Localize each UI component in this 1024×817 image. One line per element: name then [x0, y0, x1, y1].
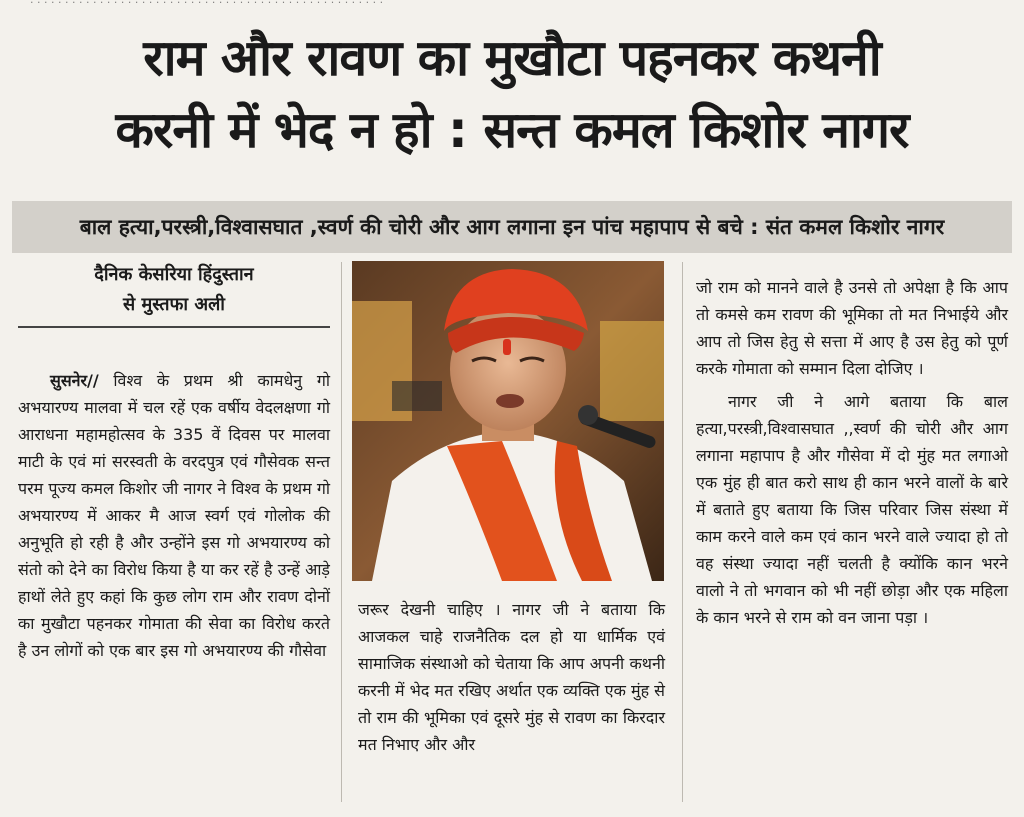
- subheadline: बाल हत्या,परस्त्री,विश्वासघात ,स्वर्ण की चोरी और आग लगाना इन पांच महापाप से बचे : संत कमल किशोर नागर: [12, 201, 1012, 253]
- article-column-2: [358, 596, 665, 758]
- byline-publication: दैनिक केसरिया हिंदुस्तान: [94, 264, 254, 285]
- paragraph: [18, 367, 330, 664]
- paragraph: जरूर देखनी चाहिए । नागर जी ने बताया कि आजकल चाहे राजनैतिक दल हो या धार्मिक एवं सामाजिक संस्थाओ को चेताया कि आप अपनी कथनी करनी में भेद मत रखिए अर्थात एक व्यक्ति एक मुंह से तो राम की भूमिका एवं दूसरे मुंह से रावण का किरदार मत निभाए और और: [358, 600, 665, 754]
- photo-illustration: [352, 261, 664, 581]
- byline-rule: [18, 326, 330, 328]
- paragraph: जो राम को मानने वाले है उनसे तो अपेक्षा है कि आप तो कमसे कम रावण की भूमिका तो मत निभाईये और आप तो जिस हेतु से सत्ता में आए है उस हेतु को पूर्ण करके गोमाता को सम्मान दिला दोजिए ।: [696, 278, 1008, 378]
- article-column-3: [696, 274, 1008, 631]
- paragraph-text: विश्व के प्रथम श्री कामधेनु गो अभयारण्य मालवा में चल रहें एक वर्षीय वेदलक्षणा गो आराधना महामहोत्सव के 335 वें दिवस पर मालवा माटी के एवं मां सरस्वती के वरदपुत्र एवं गौसेवक सन्त परम पूज्य कमल किशोर जी नागर ने विश्व के प्रथम गो अभयारण्य में आकर मै आज स्वर्ग एवं गोलोक की अनुभूति हो रही है और उन्होंने इस गो अभयारण्य को संतो को देने का विरोध किया है या कर रहें है उन्हें आड़े हाथों लेते हुए कहां कि कुछ लोग राम और रावण दोनों का मुखौटा पहनकर गोमाता की सेवा का विरोध करते है उन लोगों को एक बार इस गो अभयारण्य की गौसेवा: [18, 371, 330, 660]
- news-photo: [352, 261, 664, 581]
- paragraph: नागर जी ने आगे बताया कि बाल हत्या,परस्त्री,विश्वासघात ,,स्वर्ण की चोरी और आग लगाना महापाप है और गौसेवा में दो मुंह मत लगाओ एक मुंह ही बात करो साथ ही कान भरने वालों के बारे में बताते हुए बताया कि जिस परिवार जिस संस्था में काम करने वाले कम एवं कान भरने वाले ज्यादा हो तो वह संस्था ज्यादा नहीं चलती है क्योंकि कान भरने वालो ने तो भगवान को भी नहीं छोड़ा और एक महिला के कान भरने से राम को वन जाना पड़ा ।: [696, 392, 1008, 627]
- byline-reporter: से मुस्तफा अली: [123, 294, 225, 315]
- clipped-previous-article-strip: · · · · · · · · · · · · · · · · · · · · · · · · · · · · · · · · · · · · · · · · · · · · · · · · · · ·: [30, 0, 384, 9]
- byline: [18, 260, 330, 320]
- dateline: सुसनेर//: [50, 371, 99, 390]
- column-divider: [341, 262, 342, 802]
- column-divider: [682, 262, 683, 802]
- article-column-1: [18, 367, 330, 664]
- headline-line-1: राम और रावण का मुखौटा पहनकर कथनी: [143, 29, 881, 87]
- headline-line-2: करनी में भेद न हो : सन्त कमल किशोर नागर: [115, 101, 909, 159]
- headline: [0, 22, 1024, 166]
